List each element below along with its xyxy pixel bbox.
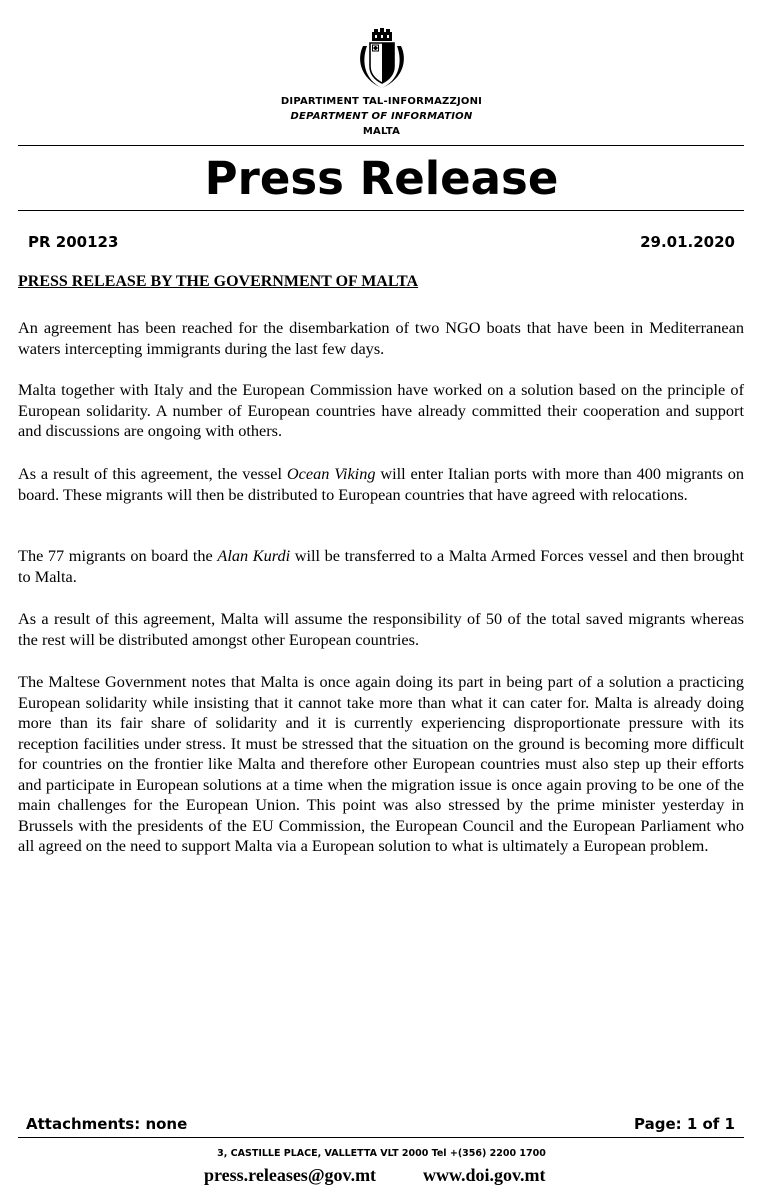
- paragraph-3-start: As a result of this agreement, the vessel: [18, 464, 287, 483]
- paragraph-4: [18, 546, 744, 587]
- paragraph-3: [18, 464, 744, 505]
- paragraph-4-end: will be transferred to a Malta Armed Forces vessel and then brought to Malta.: [18, 546, 745, 586]
- department-english: DEPARTMENT OF INFORMATION: [290, 111, 473, 122]
- department-maltese: DIPARTIMENT TAL-INFORMAZZJONI: [280, 96, 483, 107]
- vessel-alan-kurdi: Alan Kurdi: [217, 546, 291, 565]
- release-date: 29.01.2020: [640, 233, 735, 251]
- paragraph-3-end: will enter Italian ports with more than 400 migrants on board. These migrants will then be distributed to European countries that have agreed with relocations.: [18, 464, 745, 504]
- malta-coat-of-arms-icon: [355, 28, 409, 92]
- attachments-label: Attachments: none: [26, 1115, 188, 1133]
- paragraph-6: The Maltese Government notes that Malta is once again doing its part in being part of a solution a practicing European solidarity while insisting that it cannot take more than what it can cater for. Malta is already doing more than its fair share of solidarity and it is currently experiencing disproportionate pressure with its reception facilities under stress. It must be stressed that the situation on the ground is becoming more difficult for countries on the frontier like Malta and therefore other European countries must also step up their efforts and participate in European solutions at a time when the migration issue is once again proving to be one of the main challenges for the European Union. This point was also stressed by the prime minister yesterday in Brussels with the presidents of the EU Commission, the European Council and the European Parliament who all agreed on the need to support Malta via a European solution to what is ultimately a European problem.: [18, 672, 744, 855]
- office-address: 3, CASTILLE PLACE, VALLETTA VLT 2000 Tel +(356) 2200 1700: [217, 1148, 546, 1159]
- email-link[interactable]: press.releases@gov.mt: [204, 1165, 377, 1185]
- page-title: Press Release: [204, 152, 559, 205]
- department-country: MALTA: [362, 126, 401, 137]
- vessel-ocean-viking: Ocean Viking: [286, 464, 376, 483]
- page-number: Page: 1 of 1: [634, 1115, 735, 1133]
- reference-number: PR 200123: [28, 233, 119, 251]
- paragraph-4-start: The 77 migrants on board the: [18, 546, 218, 565]
- footer-rule: [18, 1137, 744, 1138]
- website-link[interactable]: www.doi.gov.mt: [423, 1165, 546, 1185]
- paragraph-1: An agreement has been reached for the disembarkation of two NGO boats that have been in Mediterranean waters intercepting immigrants during the last few days.: [18, 318, 744, 358]
- paragraph-2: Malta together with Italy and the European Commission have worked on a solution based on the principle of European solidarity. A number of European countries have already committed their cooperation and support and discussions are ongoing with others.: [18, 380, 744, 440]
- release-heading: PRESS RELEASE BY THE GOVERNMENT OF MALTA: [18, 273, 419, 290]
- header-top-rule: [18, 145, 744, 146]
- header-bottom-rule: [18, 210, 744, 211]
- paragraph-5: As a result of this agreement, Malta will assume the responsibility of 50 of the total saved migrants whereas the rest will be distributed amongst other European countries.: [18, 609, 744, 649]
